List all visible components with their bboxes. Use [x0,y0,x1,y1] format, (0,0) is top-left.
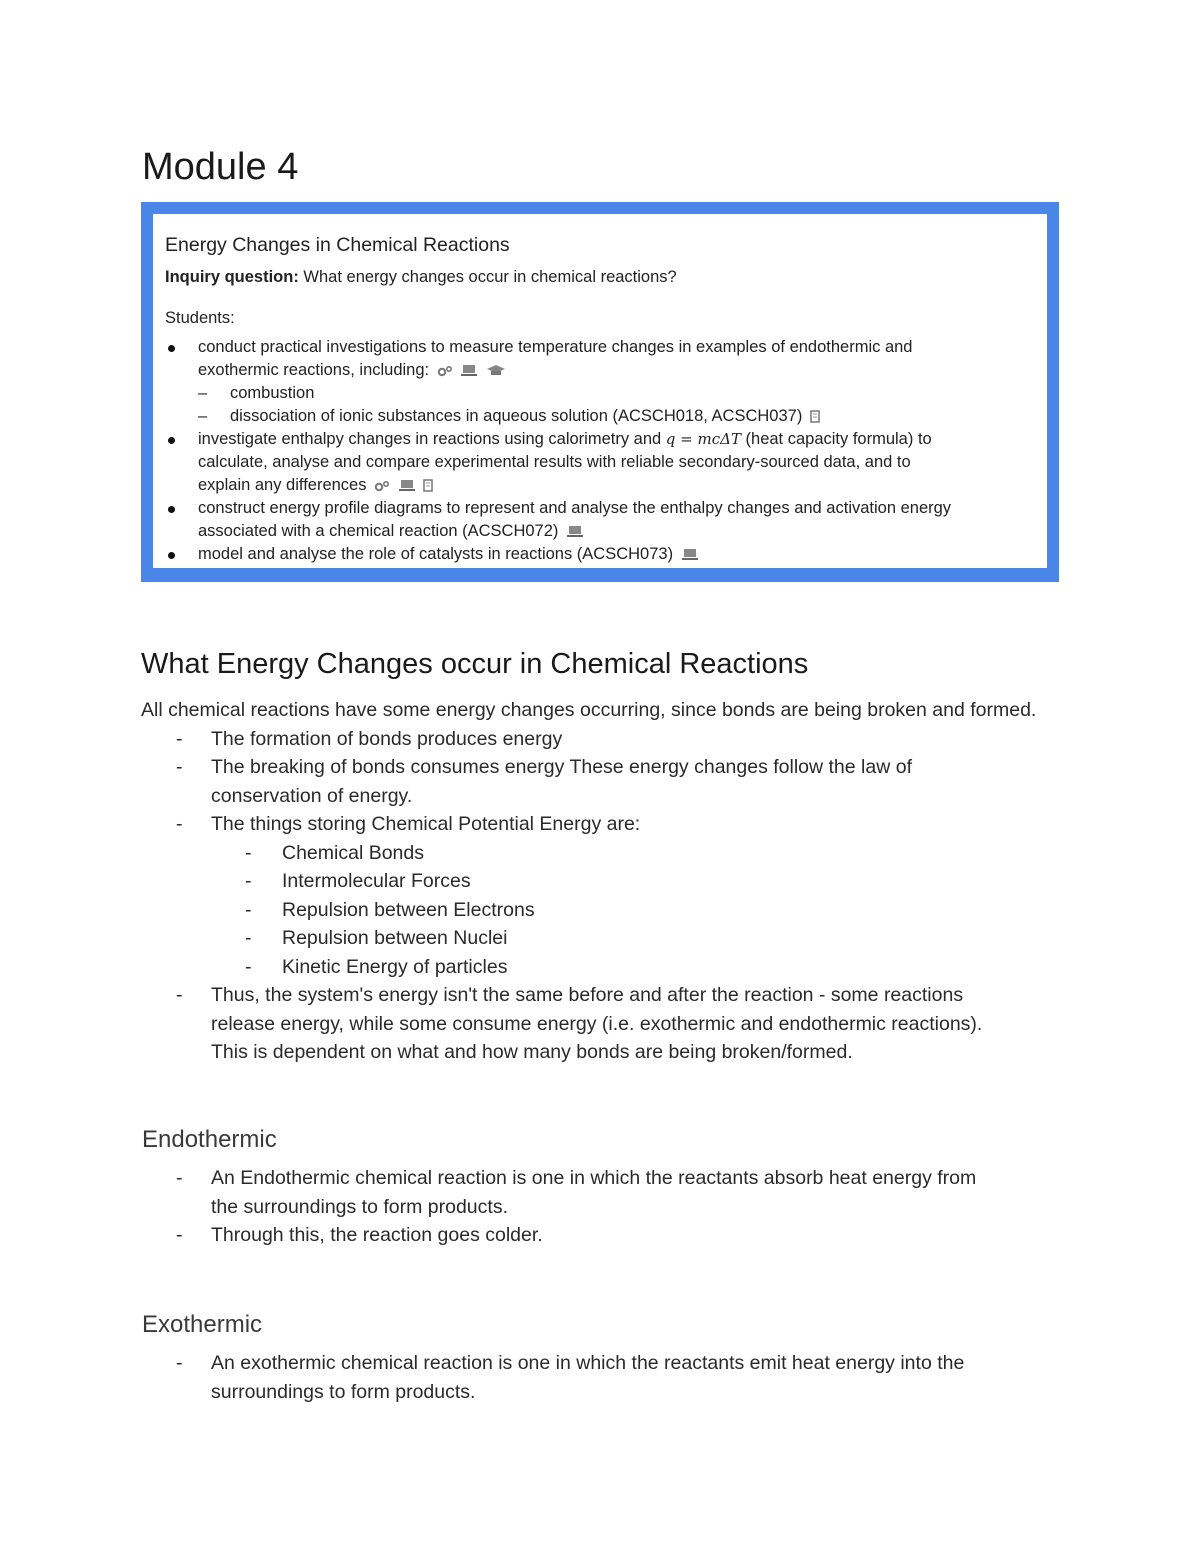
syllabus-item-2-pre: investigate enthalpy changes in reactions using calorimetry and [198,430,666,448]
syllabus-item-3-line-1: construct energy profile diagrams to represent and analyse the enthalpy changes and activation energy [198,499,952,517]
syllabus-subitem: – combustion [198,384,315,402]
syllabus-item-1-line-1: conduct practical investigations to measure temperature changes in examples of endothermic and [198,338,913,356]
section-bullets [0,725,1071,1067]
book-icon [423,479,433,492]
laptop-icon [566,525,584,538]
syllabus-item-1-line-2: exothermic reactions, including: [198,361,430,379]
list-item: - The things storing Chemical Potential Energy are: [176,813,641,835]
section-heading: What Energy Changes occur in Chemical Reactions [141,648,809,680]
exothermic-body [141,1349,1071,1406]
list-item: - An Endothermic chemical reaction is one in which the reactants absorb heat energy from the surroundings to form products. [176,1167,977,1218]
module-title: Module 4 [142,146,299,188]
laptop-icon [460,364,478,377]
inquiry-text: What energy changes occur in chemical reactions? [298,268,677,286]
list-item: - An exothermic chemical reaction is one in which the reactants emit heat energy into the surroundings to form products. [176,1352,965,1403]
students-label: Students: [165,309,235,327]
list-item: - Thus, the system's energy isn't the same before and after the reaction - some reactions release energy, while some consume energy (i.e. exothermic and endothermic reactions). This is dependent on what and how many bonds are being broken/formed. [176,984,983,1063]
heat-capacity-formula: q = mcΔT [665,430,741,448]
inquiry-question [165,268,1037,287]
syllabus-subitem: – dissociation of ionic substances in aqueous solution (ACSCH018, ACSCH037) [165,405,1037,428]
endothermic-body [141,1164,1071,1250]
syllabus-item-2-line-3: explain any differences [198,476,367,494]
sub-list-item: - Kinetic Energy of particles [245,955,508,978]
inquiry-label: Inquiry question: [165,268,299,286]
endothermic-heading: Endothermic [142,1126,277,1153]
endothermic-bullets [141,1164,1071,1250]
syllabus-item-2-line-2: calculate, analyse and compare experimental results with reliable secondary-sourced data, and to [198,453,911,471]
gear-icon [437,365,453,377]
section-body [141,696,1071,1067]
bullet-dot [168,345,175,352]
syllabus-item [165,336,1037,382]
exothermic-heading: Exothermic [142,1311,263,1338]
syllabus-title: Energy Changes in Chemical Reactions [165,234,510,256]
exothermic-bullets [141,1349,1071,1406]
syllabus-item [165,428,1037,497]
laptop-icon [681,548,699,561]
sub-list-item: - Chemical Bonds [245,841,424,864]
laptop-icon [398,479,416,492]
bullet-dot [168,552,175,559]
syllabus-item-4: model and analyse the role of catalysts in reactions (ACSCH073) [198,545,674,563]
syllabus-subitem-dissociation: dissociation of ionic substances in aqueous solution (ACSCH018, ACSCH037) [230,407,803,425]
list-item: - The breaking of bonds consumes energy These energy changes follow the law of conservation of energy. [176,756,912,807]
syllabus-content [165,222,1037,566]
syllabus-item-3-line-2: associated with a chemical reaction (ACSCH072) [198,522,559,540]
syllabus-subitem-combustion: combustion [230,384,315,402]
list-item: - The formation of bonds produces energy [176,727,563,750]
syllabus-list [165,336,1037,566]
mortarboard-icon [486,364,506,377]
sub-list-item: - Repulsion between Nuclei [245,927,508,949]
section-intro: All chemical reactions have some energy changes occurring, since bonds are being broken and formed. [141,699,1037,721]
syllabus-item [165,497,1037,543]
gear-icon [374,480,390,492]
bullet-dot [168,437,175,444]
bullet-dot [168,506,175,513]
list-item: - Through this, the reaction goes colder. [176,1224,543,1246]
sub-list-item: - Intermolecular Forces [245,870,471,892]
sub-list-item: - Repulsion between Electrons [245,898,535,921]
book-icon [810,410,820,423]
syllabus-item-2-post: (heat capacity formula) to [740,430,932,448]
syllabus-box [141,202,1059,582]
syllabus-item [165,543,1037,566]
